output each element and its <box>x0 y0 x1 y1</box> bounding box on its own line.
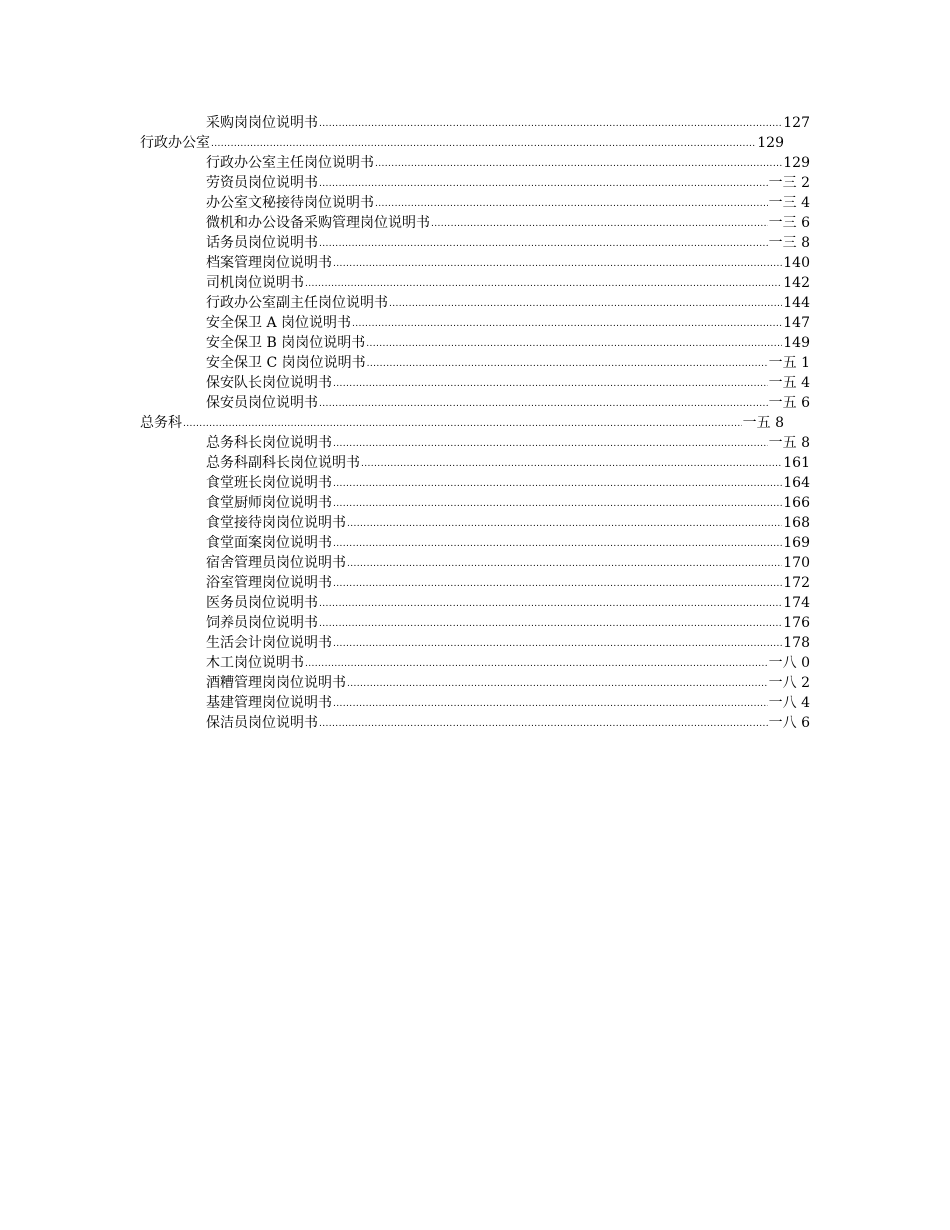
toc-entry-page-number: 172 <box>783 575 810 591</box>
toc-entry-title: 司机岗位说明书 <box>206 275 304 291</box>
toc-entry[interactable] <box>140 513 810 533</box>
toc-dot-leader <box>305 653 768 673</box>
toc-entry-page-number: 一八 0 <box>768 655 810 671</box>
toc-entry-title: 酒糟管理岗岗位说明书 <box>206 675 346 691</box>
toc-dot-leader <box>389 293 782 313</box>
toc-dot-leader <box>375 193 768 213</box>
toc-entry[interactable] <box>140 633 810 653</box>
toc-entry-page-number: 129 <box>783 155 810 171</box>
toc-dot-leader <box>367 353 768 373</box>
toc-entry[interactable] <box>140 273 810 293</box>
toc-dot-leader <box>319 613 782 633</box>
toc-dot-leader <box>333 473 782 493</box>
toc-entry-page-number: 147 <box>783 315 810 331</box>
toc-dot-leader <box>352 313 782 333</box>
toc-dot-leader <box>333 493 782 513</box>
toc-entry-page-number: 166 <box>783 495 810 511</box>
toc-entry-title: 保安员岗位说明书 <box>206 395 318 411</box>
toc-entry[interactable] <box>140 553 810 573</box>
toc-entry-title: 总务科副科长岗位说明书 <box>206 455 360 471</box>
toc-entry[interactable] <box>140 173 810 193</box>
toc-dot-leader <box>319 233 768 253</box>
toc-dot-leader <box>305 273 782 293</box>
toc-entry-page-number: 176 <box>783 615 810 631</box>
toc-entry[interactable] <box>140 533 810 553</box>
toc-entry-title: 食堂接待岗岗位说明书 <box>206 515 346 531</box>
toc-dot-leader <box>366 333 782 353</box>
toc-entry-page-number: 一五 1 <box>768 355 810 371</box>
toc-entry-title: 基建管理岗位说明书 <box>206 695 332 711</box>
toc-entry[interactable] <box>140 433 810 453</box>
toc-entry[interactable] <box>140 573 810 593</box>
toc-entry-page-number: 149 <box>783 335 810 351</box>
toc-entry[interactable] <box>140 373 810 393</box>
toc-entry[interactable] <box>140 353 810 373</box>
toc-entry-title: 生活会计岗位说明书 <box>206 635 332 651</box>
toc-dot-leader <box>361 453 782 473</box>
toc-entry[interactable] <box>140 713 810 733</box>
toc-entry[interactable] <box>140 213 810 233</box>
toc-entry[interactable] <box>140 653 810 673</box>
toc-entry-title: 食堂班长岗位说明书 <box>206 475 332 491</box>
toc-entry-page-number: 178 <box>783 635 810 651</box>
toc-entry-title: 办公室文秘接待岗位说明书 <box>206 195 374 211</box>
toc-entry-title: 安全保卫 C 岗岗位说明书 <box>206 355 366 371</box>
table-of-contents <box>140 113 810 733</box>
toc-dot-leader <box>319 113 782 133</box>
toc-entry[interactable] <box>140 493 810 513</box>
toc-dot-leader <box>347 553 782 573</box>
toc-entry-page-number: 140 <box>783 255 810 271</box>
toc-entry-page-number: 一五 8 <box>742 415 784 431</box>
toc-entry-page-number: 一五 8 <box>768 435 810 451</box>
toc-dot-leader <box>431 213 768 233</box>
toc-dot-leader <box>319 393 768 413</box>
toc-entry-title: 安全保卫 B 岗岗位说明书 <box>206 335 366 351</box>
toc-section-entry[interactable] <box>140 413 810 433</box>
toc-entry-title: 食堂厨师岗位说明书 <box>206 495 332 511</box>
toc-entry-page-number: 174 <box>783 595 810 611</box>
toc-dot-leader <box>211 133 756 153</box>
toc-entry[interactable] <box>140 113 810 133</box>
toc-dot-leader <box>319 173 768 193</box>
toc-dot-leader <box>347 513 782 533</box>
toc-dot-leader <box>333 373 768 393</box>
toc-entry[interactable] <box>140 293 810 313</box>
toc-entry-title: 保安队长岗位说明书 <box>206 375 332 391</box>
toc-entry-title: 档案管理岗位说明书 <box>206 255 332 271</box>
toc-entry-title: 话务员岗位说明书 <box>206 235 318 251</box>
toc-dot-leader <box>333 253 782 273</box>
toc-entry-title: 行政办公室主任岗位说明书 <box>206 155 374 171</box>
toc-entry-title: 饲养员岗位说明书 <box>206 615 318 631</box>
toc-entry-title: 浴室管理岗位说明书 <box>206 575 332 591</box>
toc-entry[interactable] <box>140 613 810 633</box>
toc-entry[interactable] <box>140 333 810 353</box>
toc-dot-leader <box>375 153 782 173</box>
toc-entry[interactable] <box>140 593 810 613</box>
toc-entry-page-number: 170 <box>783 555 810 571</box>
toc-entry[interactable] <box>140 153 810 173</box>
toc-entry-page-number: 144 <box>783 295 810 311</box>
toc-entry[interactable] <box>140 473 810 493</box>
toc-entry-page-number: 129 <box>757 135 784 151</box>
toc-entry[interactable] <box>140 233 810 253</box>
toc-entry[interactable] <box>140 193 810 213</box>
toc-entry-page-number: 一八 2 <box>768 675 810 691</box>
toc-entry-page-number: 一三 2 <box>768 175 810 191</box>
toc-dot-leader <box>319 593 782 613</box>
toc-entry[interactable] <box>140 453 810 473</box>
toc-entry-page-number: 一三 6 <box>768 215 810 231</box>
toc-entry-title: 食堂面案岗位说明书 <box>206 535 332 551</box>
toc-dot-leader <box>347 673 768 693</box>
toc-entry[interactable] <box>140 393 810 413</box>
toc-entry[interactable] <box>140 673 810 693</box>
toc-entry-page-number: 一三 4 <box>768 195 810 211</box>
toc-dot-leader <box>333 633 782 653</box>
toc-section-entry[interactable] <box>140 133 810 153</box>
toc-entry-title: 木工岗位说明书 <box>206 655 304 671</box>
toc-dot-leader <box>333 433 768 453</box>
toc-entry-title: 行政办公室 <box>140 135 210 151</box>
toc-dot-leader <box>333 533 782 553</box>
toc-entry-title: 劳资员岗位说明书 <box>206 175 318 191</box>
toc-entry-title: 保洁员岗位说明书 <box>206 715 318 731</box>
toc-entry-title: 采购岗岗位说明书 <box>206 115 318 131</box>
toc-entry-page-number: 一五 6 <box>768 395 810 411</box>
toc-entry-page-number: 一三 8 <box>768 235 810 251</box>
toc-entry-title: 行政办公室副主任岗位说明书 <box>206 295 388 311</box>
toc-entry-page-number: 一五 4 <box>768 375 810 391</box>
toc-entry-title: 总务科长岗位说明书 <box>206 435 332 451</box>
toc-dot-leader <box>333 573 782 593</box>
toc-entry-title: 安全保卫 A 岗位说明书 <box>206 315 352 331</box>
toc-entry-page-number: 一八 6 <box>768 715 810 731</box>
toc-entry-page-number: 127 <box>783 115 810 131</box>
toc-entry-page-number: 164 <box>783 475 810 491</box>
toc-entry-title: 宿舍管理员岗位说明书 <box>206 555 346 571</box>
toc-entry[interactable] <box>140 313 810 333</box>
toc-entry[interactable] <box>140 253 810 273</box>
toc-entry-page-number: 一八 4 <box>768 695 810 711</box>
toc-entry[interactable] <box>140 693 810 713</box>
toc-entry-page-number: 168 <box>783 515 810 531</box>
toc-dot-leader <box>319 713 768 733</box>
toc-dot-leader <box>183 413 742 433</box>
toc-entry-title: 总务科 <box>140 415 182 431</box>
toc-entry-page-number: 169 <box>783 535 810 551</box>
toc-entry-page-number: 142 <box>783 275 810 291</box>
toc-entry-title: 微机和办公设备采购管理岗位说明书 <box>206 215 430 231</box>
toc-entry-title: 医务员岗位说明书 <box>206 595 318 611</box>
toc-entry-page-number: 161 <box>783 455 810 471</box>
toc-dot-leader <box>333 693 768 713</box>
